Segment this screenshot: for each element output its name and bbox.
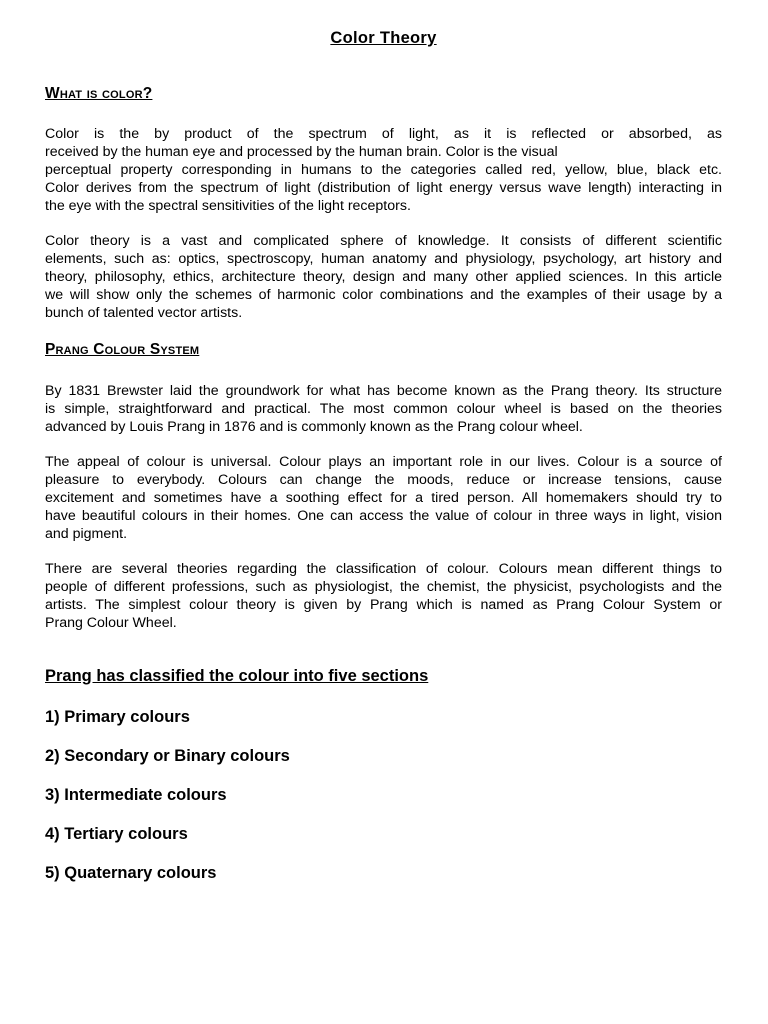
text-line: is simple, straightforward and practical. The most common colour wheel is based on the theories — [45, 401, 722, 417]
text-line: elements, such as: optics, spectroscopy, human anatomy and physiology, psychology, art history and — [45, 251, 722, 267]
section-heading-what-is-color: What is color? — [45, 85, 153, 102]
paragraph-prang-origin — [45, 382, 722, 436]
text-line: Color theory is a vast and complicated sphere of knowledge. It consists of different scientific — [45, 233, 722, 249]
text-line: Color derives from the spectrum of light (distribution of light energy versus wave length) interacting in — [45, 180, 722, 196]
text-line: we will show only the schemes of harmonic color combinations and the examples of their usage by a — [45, 287, 722, 303]
classification-heading: Prang has classified the colour into five sections — [45, 667, 429, 685]
list-item: 3) Intermediate colours — [45, 786, 227, 804]
page-title: Color Theory — [330, 29, 437, 47]
text-line: perceptual property corresponding in humans to the categories called red, yellow, blue, black etc. — [45, 162, 722, 178]
list-item: 4) Tertiary colours — [45, 825, 188, 843]
list-item: 5) Quaternary colours — [45, 864, 217, 882]
text-line: advanced by Louis Prang in 1876 and is commonly known as the Prang colour wheel. — [45, 419, 583, 435]
text-line: have beautiful colours in their homes. One can access the value of colour in three ways in light, vision — [45, 508, 722, 524]
paragraph-colour-appeal — [45, 453, 722, 543]
paragraph-color-definition — [45, 125, 722, 215]
list-item: 2) Secondary or Binary colours — [45, 747, 290, 765]
text-line: Prang Colour Wheel. — [45, 615, 177, 631]
text-line: pleasure to everybody. Colours can change the moods, reduce or increase tensions, cause — [45, 472, 722, 488]
text-line: the eye with the spectral sensitivities of the light receptors. — [45, 198, 411, 214]
colour-sections-list — [45, 706, 290, 901]
text-line: theory, philosophy, ethics, architecture theory, design and many other applied sciences. In this article — [45, 269, 722, 285]
text-line: bunch of talented vector artists. — [45, 305, 243, 321]
paragraph-color-theory — [45, 232, 722, 322]
text-line: Color is the by product of the spectrum of light, as it is reflected or absorbed, as — [45, 126, 722, 142]
text-line: excitement and sometimes have a soothing effect for a tired person. All homemakers should try to — [45, 490, 722, 506]
text-line: and pigment. — [45, 526, 128, 542]
text-line: artists. The simplest colour theory is given by Prang which is named as Prang Colour System or — [45, 597, 722, 613]
text-line: There are several theories regarding the classification of colour. Colours mean different things to — [45, 561, 722, 577]
list-item: 1) Primary colours — [45, 708, 190, 726]
text-line: people of different professions, such as physiologist, the chemist, the physicist, psychologists and the — [45, 579, 722, 595]
paragraph-colour-theories — [45, 560, 722, 632]
text-line: received by the human eye and processed by the human brain. Color is the visual — [45, 144, 558, 160]
text-line: By 1831 Brewster laid the groundwork for what has become known as the Prang theory. Its structure — [45, 383, 722, 399]
text-line: The appeal of colour is universal. Colour plays an important role in our lives. Colour is a source of — [45, 454, 722, 470]
section-heading-prang-colour-system: Prang Colour System — [45, 341, 200, 358]
